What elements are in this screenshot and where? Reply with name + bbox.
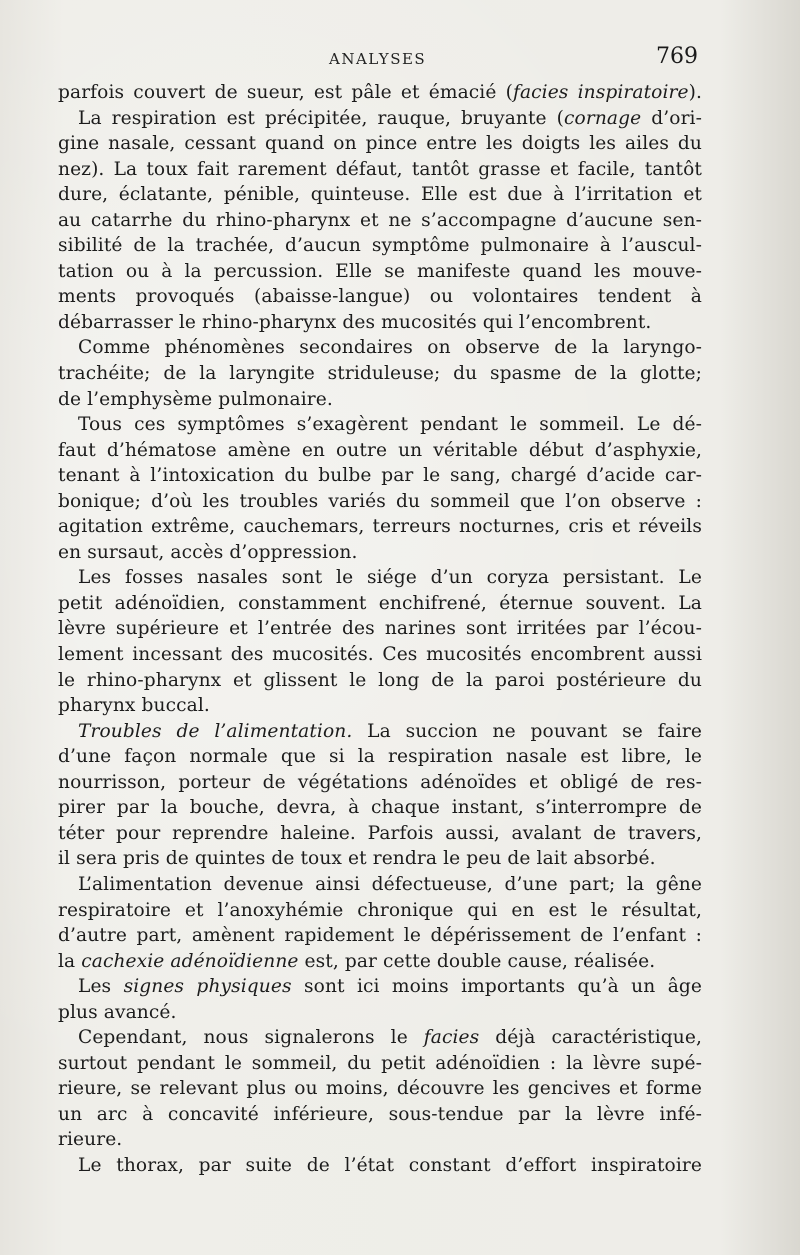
- text-line: gine nasale, cessant quand on pince entre les doigts les ailes du: [58, 133, 702, 155]
- text-line: lement incessant des mucosités. Ces mucosités encombrent aussi: [58, 644, 702, 666]
- text-line: Les fosses nasales sont le siége d’un coryza persistant. Le: [78, 567, 702, 589]
- text-line: Tous ces symptômes s’exagèrent pendant le sommeil. Le dé-: [78, 414, 702, 436]
- text-line: Cependant, nous signalerons le facies déjà caractéristique,: [78, 1027, 702, 1049]
- text-line: au catarrhe du rhino-pharynx et ne s’accompagne d’aucune sen-: [58, 209, 702, 231]
- text-line: Troubles de l’alimentation. La succion ne pouvant se faire: [78, 720, 702, 742]
- text-line: de l’emphysème pulmonaire.: [58, 388, 333, 410]
- text-line: respiratoire et l’anoxyhémie chronique qui en est le résultat,: [58, 899, 702, 921]
- text-line: rieure.: [58, 1129, 123, 1151]
- text-line: lèvre supérieure et l’entrée des narines sont irritées par l’écou-: [58, 618, 702, 640]
- body-text: [58, 80, 702, 1179]
- text-line: tation ou à la percussion. Elle se manifeste quand les mouve-: [58, 260, 702, 282]
- text-line: pirer par la bouche, devra, à chaque instant, s’interrompre de: [58, 797, 702, 819]
- text-line: nez). La toux fait rarement défaut, tantôt grasse et facile, tantôt: [58, 158, 702, 180]
- text-line: Comme phénomènes secondaires on observe de la laryngo-: [78, 337, 702, 359]
- text-line: parfois couvert de sueur, est pâle et émacié (facies inspiratoire).: [58, 82, 702, 103]
- text-line: le rhino-pharynx et glissent le long de la paroi postérieure du: [58, 669, 702, 691]
- text-line: d’une façon normale que si la respiration nasale est libre, le: [58, 746, 702, 768]
- text-line: petit adénoïdien, constamment enchifrené, éternue souvent. La: [58, 592, 702, 614]
- page-number: 769: [656, 44, 698, 69]
- text-line: trachéite; de la laryngite striduleuse; du spasme de la glotte;: [58, 363, 702, 385]
- text-line: débarrasser le rhino-pharynx des mucosités qui l’encombrent.: [58, 311, 652, 333]
- text-line: bonique; d’où les troubles variés du sommeil que l’on observe :: [58, 490, 702, 512]
- text-line: Les signes physiques sont ici moins importants qu’à un âge: [78, 976, 702, 998]
- text-line: agitation extrême, cauchemars, terreurs nocturnes, cris et réveils: [58, 516, 702, 538]
- text-line: nourrisson, porteur de végétations adénoïdes et obligé de res-: [58, 771, 702, 793]
- text-line: la cachexie adénoïdienne est, par cette double cause, réalisée.: [58, 950, 656, 972]
- text-line: sibilité de la trachée, d’aucun symptôme pulmonaire à l’auscul-: [58, 235, 702, 257]
- text-line: La respiration est précipitée, rauque, bruyante (cornage d’ori-: [78, 107, 702, 129]
- text-line: pharynx buccal.: [58, 695, 210, 717]
- text-line: un arc à concavité inférieure, sous-tendue par la lèvre infé-: [58, 1103, 702, 1125]
- text-line: rieure, se relevant plus ou moins, découvre les gencives et forme: [58, 1078, 702, 1100]
- text-line: tenant à l’intoxication du bulbe par le sang, chargé d’acide car-: [58, 465, 702, 487]
- page-header: [0, 44, 800, 74]
- text-line: en sursaut, accès d’oppression.: [58, 541, 358, 563]
- text-line: ments provoqués (abaisse-langue) ou volontaires tendent à: [58, 286, 702, 308]
- text-line: L’alimentation devenue ainsi défectueuse, d’une part; la gêne: [78, 873, 702, 895]
- text-line: il sera pris de quintes de toux et rendra le peu de lait absorbé.: [58, 848, 656, 870]
- text-line: téter pour reprendre haleine. Parfois aussi, avalant de travers,: [58, 822, 702, 844]
- text-line: faut d’hématose amène en outre un véritable début d’asphyxie,: [58, 439, 702, 461]
- text-line: surtout pendant le sommeil, du petit adénoïdien : la lèvre supé-: [58, 1052, 702, 1074]
- text-line: dure, éclatante, pénible, quinteuse. Elle est due à l’irritation et: [58, 184, 702, 206]
- running-title: ANALYSES: [329, 50, 427, 68]
- text-line: d’autre part, amènent rapidement le dépérissement de l’enfant :: [58, 925, 702, 947]
- text-line: plus avancé.: [58, 1001, 177, 1023]
- text-line: Le thorax, par suite de l’état constant d’effort inspiratoire: [78, 1154, 702, 1176]
